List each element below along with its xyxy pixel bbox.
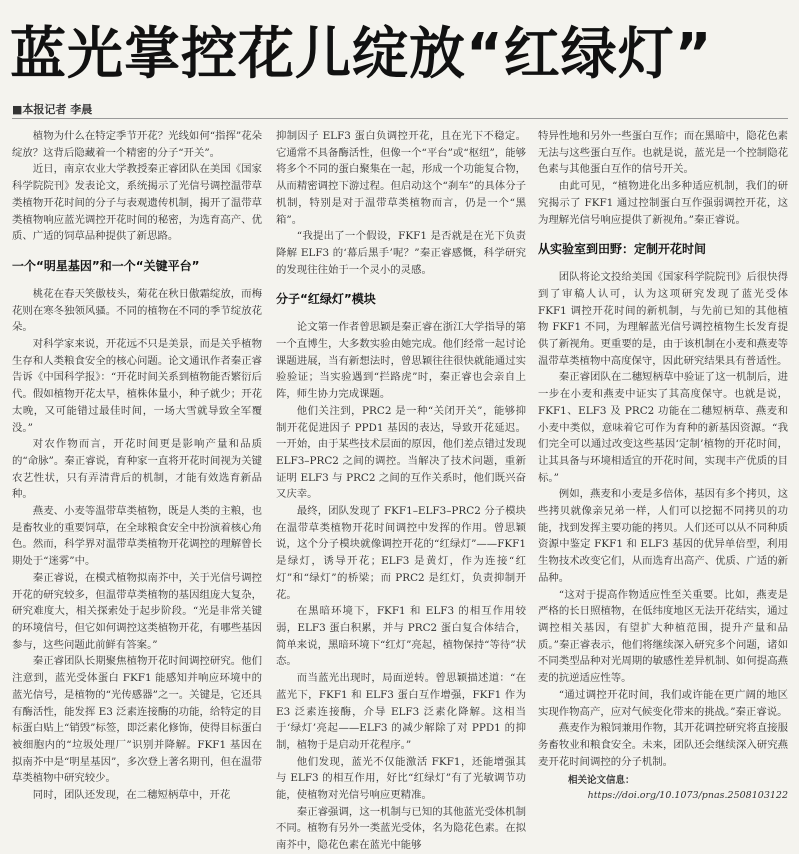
- paragraph: “通过调控开花时间，我们或许能在更广阔的地区实现作物高产，应对气候变化带来的挑战。”秦正睿说。: [538, 688, 788, 718]
- paragraph: 论文第一作者曾思颖是秦正睿在浙江大学指导的第一个直博生，大多数实验由她完成。他们经常一起讨论课题进展，当有新想法时，曾思颖往往很快就能通过实验验证；当实验遇到“拦路虎”时，秦正睿也会亲自上阵，师生协力完成课题。: [276, 321, 526, 401]
- paragraph: 同时，团队还发现，在二穗短柄草中，开花: [32, 789, 231, 802]
- paragraph: 特异性地和另外一些蛋白互作；而在黑暗中，隐花色素无法与这些蛋白互作。也就是说，蓝光是一个控制隐花色素与其他蛋白互作的信号开关。: [538, 130, 788, 176]
- reference-heading: 相关论文信息：: [568, 775, 635, 787]
- paragraph: 最终，团队发现了 FKF1–ELF3–PRC2 分子模块在温带草类植物开花时间调控中发挥的作用。曾思颖说，这个分子模块就像调控开花的“红绿灯”——FKF1 是绿灯，诱导开花；ELF3 是黄灯，作为连接“红灯”和“绿灯”的桥梁；而 PRC2 是红灯，负责抑制开花。: [276, 505, 526, 601]
- paragraph: 近日，南京农业大学教授秦正睿团队在美国《国家科学院院刊》发表论文，系统揭示了光信号调控温带草类植物开花时间的分子与表观遗传机制，揭开了温带草类植物响应蓝光调控开花时间的秘密，为选育高产、优质、广适的饲草品种提供了新思路。: [12, 163, 262, 243]
- section-heading: 一个“明星基因”和一个“关键平台”: [12, 258, 200, 273]
- byline: ■本报记者 李晨: [12, 103, 93, 116]
- paragraph: 秦正睿说，在模式植物拟南芥中，关于光信号调控开花的研究较多，但温带草类植物的基因组庞大复杂，研究难度大，相关探索处于起步阶段。“光是非常关键的环境信号，但它如何调控这类植物开花，有哪些基因参与，这些问题此前鲜有答案。”: [12, 571, 262, 651]
- paragraph: “我提出了一个假设，FKF1 是否就是在光下负责降解 ELF3 的‘幕后黑手’呢？”秦正睿感慨，科学研究的发现往往始于一个灵小的灵感。: [276, 230, 526, 276]
- paragraph: 秦正睿团队在二穗短柄草中验证了这一机制后，进一步在小麦和燕麦中证实了其高度保守。也就是说，FKF1、ELF3 及 PRC2 功能在二穗短柄草、燕麦和小麦中类似，意味着它可作为育种的新基因资源。“我们完全可以通过改变这些基因‘定制’植物的开花时间，让其具备与环境相适宜的开花时间，实现丰产优质的目标。”: [538, 371, 788, 484]
- title-divider: [12, 118, 788, 119]
- paragraph: 秦正睿团队长期聚焦植物开花时间调控研究。他们注意到，蓝光受体蛋白 FKF1 能感知并响应环境中的蓝光信号，是植物的“光传感器”之一。关键是，它还具有酶活性，能发挥 E3 泛素连接酶的功能，给特定的目标蛋白贴上“销毁”标签，即泛素化修饰，使得目标蛋白被细胞内的“垃圾处理厂”识别并降解。FKF1 基因在拟南芥中是“明星基因”，多次登上著名期刊，但在温带草类植物中研究较少。: [12, 655, 262, 785]
- paragraph: 团队将论文投给美国《国家科学院院刊》后很快得到了审稿人认可，认为这项研究发现了蓝光受体 FKF1 调控开花时间的新机制，与先前已知的其他植物 FKF1 不同，为理解蓝光信号调控植物生长发育提供了新视角。更重要的是，由于该机制在小麦和燕麦等温带草类植物中高度保守，因此研究结果具有普适性。: [538, 271, 788, 367]
- column-1: [12, 128, 262, 804]
- paragraph: 他们关注到，PRC2 是一种“关闭开关”，能够抑制开花促进因子 PPD1 基因的表达，导致开花延迟。一开始，由于某些技术层面的原因，他们差点错过发现 ELF3–PRC2 之间的调控。当解决了技术问题，重新证明 ELF3 与 PRC2 之间的互作关系时，他们既兴奋又庆幸。: [276, 404, 526, 501]
- paragraph: 抑制因子 ELF3 蛋白负调控开花，且在光下不稳定。它通常不具备酶活性，但像一个“平台”或“枢纽”，能够将多个不同的蛋白聚集在一起，形成一个功能复合物，从而精密调控下游过程。但启动这个“刹车”的具体分子机制，特别是对于温带草类植物而言，仍是一个“黑箱”。: [276, 130, 526, 226]
- column-2: [276, 128, 526, 854]
- paragraph: 秦正睿强调，这一机制与已知的其他蓝光受体机制不同。植物有另外一类蓝光受体，名为隐花色素。在拟南芥中，隐花色素在蓝光中能够: [276, 805, 526, 852]
- paragraph: 桃花在春天笑傲枝头，菊花在秋日傲霜绽放，而梅花则在寒冬独领风骚。不同的植物在不同的季节绽放花朵。: [12, 287, 262, 334]
- paragraph: 对农作物而言，开花时间更是影响产量和品质的“命脉”。秦正睿说，育种家一直将开花时间视为关键农艺性状，只有弄清背后的机制，才能有效选育新品种。: [12, 438, 262, 501]
- reference-block: [538, 773, 788, 803]
- section-heading: 从实验室到田野：定制开花时间: [538, 242, 707, 257]
- paragraph: 植物为什么在特定季节开花？光线如何“指挥”花朵绽放？这背后隐藏着一个精密的分子“开关”。: [12, 130, 262, 159]
- article-title: 蓝光掌控花儿绽放“红绿灯”: [10, 22, 713, 87]
- section-heading: 分子“红绿灯”模块: [276, 292, 376, 307]
- paragraph: 由此可见，“植物进化出多种适应机制，我们的研究揭示了 FKF1 通过控制蛋白互作强弱调控开花，这为理解光信号响应提供了新视角。”秦正睿说。: [538, 180, 788, 226]
- paragraph: 他们发现，蓝光不仅能激活 FKF1，还能增强其与 ELF3 的相互作用，好比“红绿灯”有了光敏调节功能，使植物对光信号响应更精准。: [276, 755, 526, 802]
- paragraph: 在黑暗环境下，FKF1 和 ELF3 的相互作用较弱，ELF3 蛋白积累，并与 PRC2 蛋白复合体结合，简单来说，黑暗环境下“红灯”亮起，植物保持“等待”状态。: [276, 605, 526, 668]
- paragraph: 例如，燕麦和小麦是多倍体，基因有多个拷贝，这些拷贝就像亲兄弟一样，人们可以挖掘不同拷贝的功能，找到发挥主要功能的拷贝。人们还可以从不同种质资源中鉴定 FKF1 和 ELF3 基因的优异单倍型，利用生物技术改变它们，从而选育出高产、优质、广适的新品种。: [538, 488, 788, 584]
- paragraph: 对科学家来说，开花远不只是美景，而是关乎植物生存和人类粮食安全的核心问题。论文通讯作者秦正睿告诉《中国科学报》：“开花时间关系到植物能否繁衍后代。假如植物开花太早，植株体量小，种子就少；开花太晚，又可能错过最佳时间，一场大雪就导致全军覆没。”: [12, 338, 262, 434]
- paragraph: 燕麦作为粮饲兼用作物，其开花调控研究将直接服务畜牧业和粮食安全。未来，团队还会继续深入研究燕麦开花时间调控的分子机制。: [538, 722, 788, 768]
- paragraph: “这对于提高作物适应性至关重要。比如，燕麦是严格的长日照植物，在低纬度地区无法开花结实，通过调控相关基因，有望扩大种植范围，提升产量和品质。”秦正睿表示，他们将继续深入研究多个问题，诸如不同类型品种对光周期的敏感性差异机制、如何提高燕麦的抗逆适应性等。: [538, 588, 788, 685]
- paragraph: 燕麦、小麦等温带草类植物，既是人类的主粮，也是畜牧业的重要饲草，在全球粮食安全中扮演着核心角色。然而，科学界对温带草类植物开花调控的理解曾长期处于“迷雾”中。: [12, 505, 262, 568]
- column-3: [538, 128, 788, 803]
- reference-doi-link[interactable]: https://doi.org/10.1073/pnas.2508103122: [587, 790, 788, 802]
- paragraph: 而当蓝光出现时，局面逆转。曾思颖描述道：“在蓝光下，FKF1 和 ELF3 蛋白互作增强，FKF1 作为 E3 泛素连接酶，介导 ELF3 泛素化降解。这相当于‘绿灯’亮起——ELF3 的减少解除了对 PPD1 的抑制，植物于是启动开花程序。”: [276, 672, 526, 751]
